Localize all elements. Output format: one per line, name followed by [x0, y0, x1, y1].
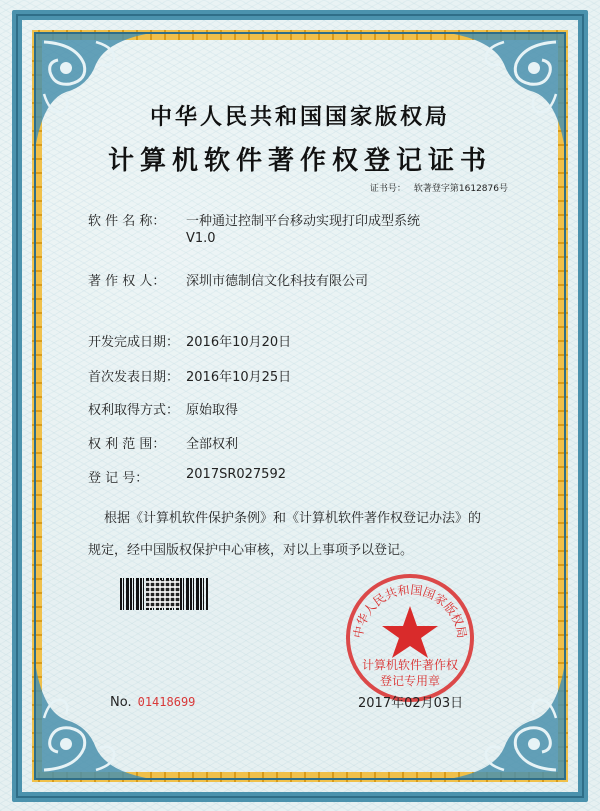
field-label: 权利取得方式： — [88, 403, 180, 418]
field-copyright-owner — [88, 270, 368, 289]
field-software-name — [88, 210, 420, 246]
certificate-number — [370, 181, 508, 194]
certificate-title: 计算机软件著作权登记证书 — [107, 146, 492, 176]
field-acquisition-method — [88, 399, 238, 418]
field-publication-date — [88, 366, 291, 385]
serial-number — [110, 695, 195, 710]
field-label: 权 利 范 围： — [88, 437, 166, 452]
field-value: 2017SR027592 — [186, 467, 286, 482]
certificate-statement-line1: 根据《计算机软件保护条例》和《计算机软件著作权登记办法》的 — [104, 511, 482, 526]
star-icon — [382, 606, 438, 658]
serial-value: 01418699 — [137, 695, 196, 709]
field-rights-scope — [88, 433, 238, 452]
field-value — [186, 210, 420, 246]
seal-text-line1: 计算机软件著作权 — [361, 658, 458, 672]
software-name-line1: 一种通过控制平台移动实现打印成型系统 — [186, 214, 421, 229]
field-registration-number — [88, 467, 286, 486]
field-value: 2016年10月20日 — [186, 335, 292, 350]
serial-label: No. — [110, 695, 132, 710]
barcode-image — [120, 578, 208, 610]
field-label: 首次发表日期： — [88, 370, 180, 385]
certificate-number-value: 软著登字第1612876号 — [413, 184, 508, 194]
field-label: 开发完成日期： — [88, 335, 180, 350]
field-label: 软 件 名 称： — [88, 214, 166, 229]
field-development-date — [88, 331, 291, 350]
issue-date: 2017年02月03日 — [358, 696, 464, 711]
seal-ring-text: 中华人民共和国国家版权局 — [350, 582, 470, 640]
issuing-authority: 中华人民共和国国家版权局 — [149, 104, 450, 130]
certificate-statement-line2: 规定，经中国版权保护中心审核，对以上事项予以登记。 — [88, 543, 414, 558]
corner-ornament-bottom-left — [36, 668, 146, 778]
field-label: 著 作 权 人： — [88, 274, 166, 289]
software-version: V1.0 — [186, 231, 216, 246]
certificate-number-label: 证书号： — [369, 184, 406, 194]
field-value: 全部权利 — [186, 437, 239, 452]
field-value: 原始取得 — [186, 403, 239, 418]
field-value: 2016年10月25日 — [186, 370, 292, 385]
field-value: 深圳市德制信文化科技有限公司 — [186, 274, 369, 289]
seal-text-line2: 登记专用章 — [379, 674, 440, 688]
field-label: 登 记 号： — [88, 471, 149, 486]
